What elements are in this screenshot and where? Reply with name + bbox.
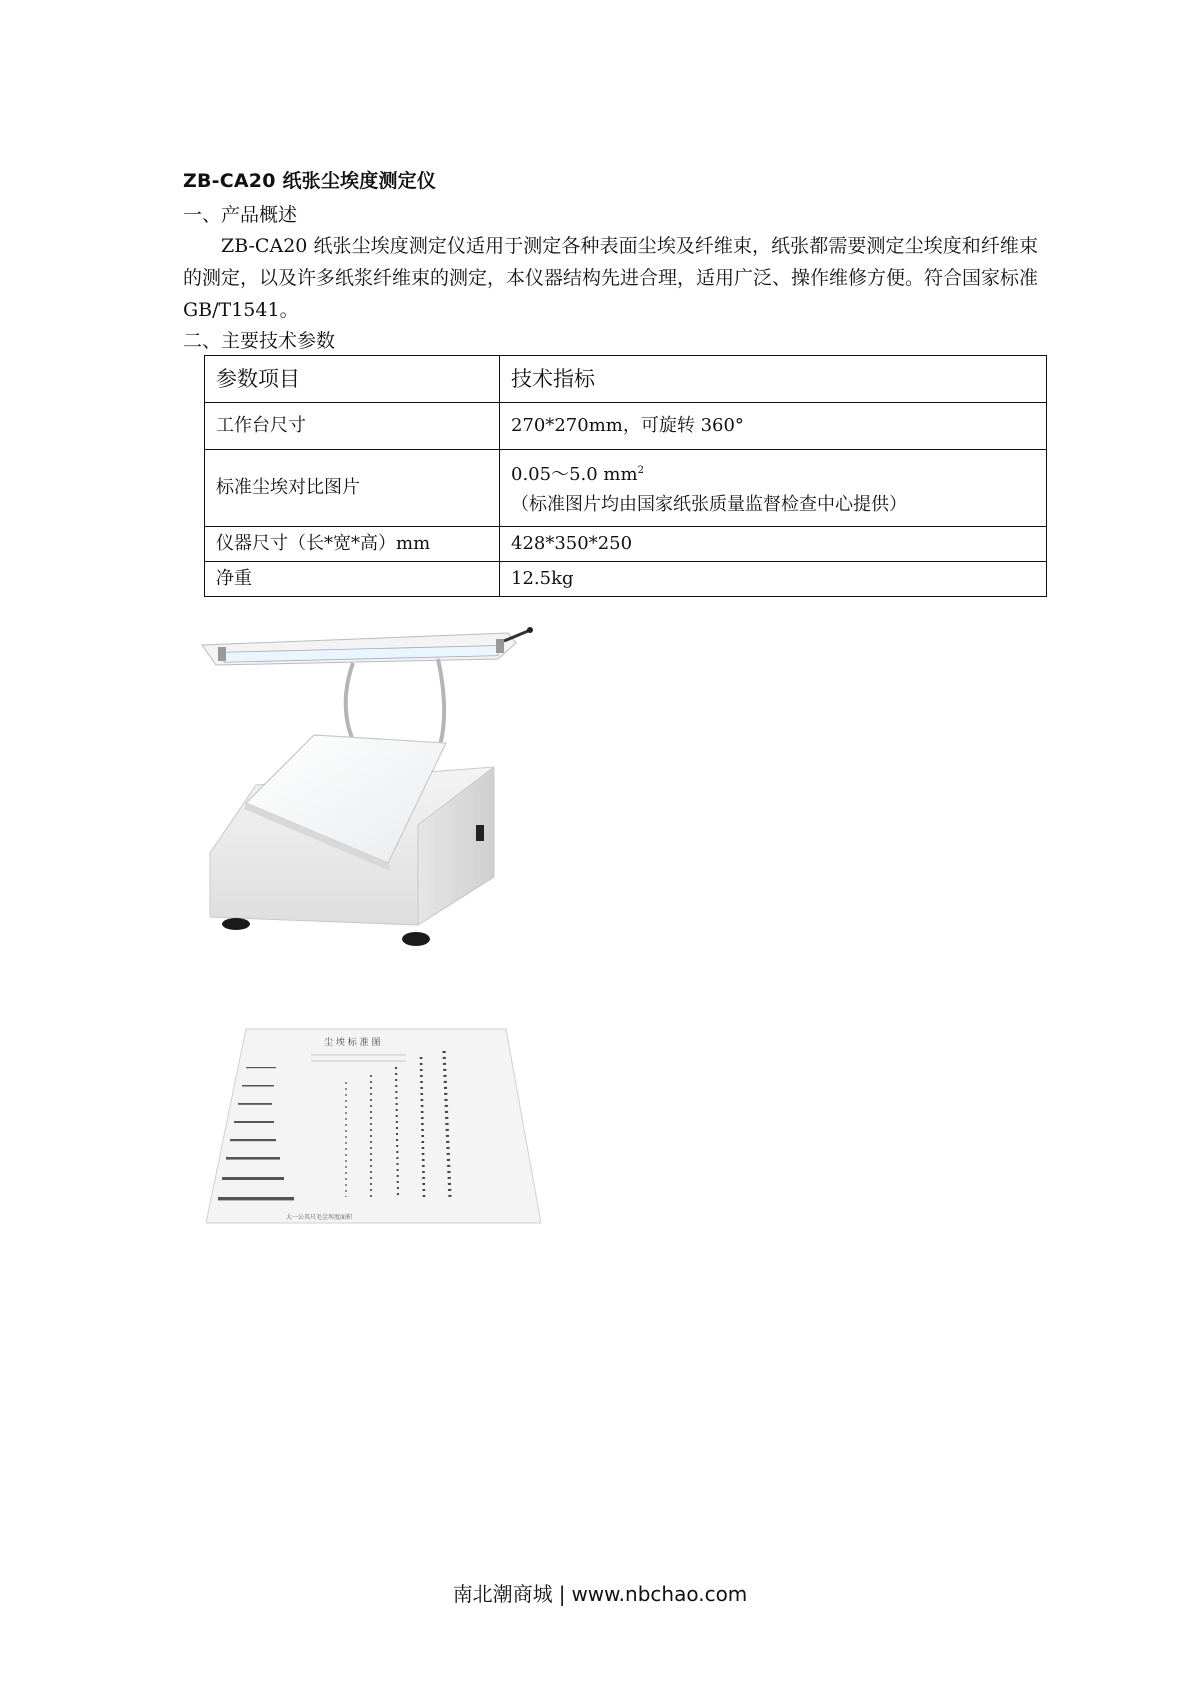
instrument-photo (198, 625, 558, 970)
spec-value-cell: 270*270mm，可旋转 360° (500, 403, 1047, 450)
spec-param-cell: 净重 (205, 562, 500, 597)
overview-paragraph: ZB-CA20 纸张尘埃度测定仪适用于测定各种表面尘埃及纤维束，纸张都需要测定尘埃度和纤维束的测定，以及许多纸浆纤维束的测定，本仪器结构先进合理，适用广泛、操作维修方便。符合国家标准 GB/T1541。 (183, 235, 1039, 321)
spec-value-note: （标准图片均由国家纸张质量监督检查中心提供） (511, 494, 907, 515)
chart-sheet-title: 尘 埃 标 准 图 (324, 1038, 381, 1048)
spec-value-cell (500, 450, 1047, 527)
spec-param-cell: 仪器尺寸（长*宽*高）mm (205, 527, 500, 562)
lamp-bar (202, 627, 533, 665)
power-switch (476, 825, 484, 841)
chart-sheet-caption: 大一公英尺毛尘埃度面积 (286, 1214, 353, 1221)
chart-sheet (206, 1029, 541, 1223)
section-heading-specs: 二、主要技术参数 (183, 330, 336, 352)
footer (0, 1578, 1200, 1607)
document-title: ZB-CA20 纸张尘埃度测定仪 (183, 170, 437, 192)
spec-header-value: 技术指标 (500, 356, 1047, 403)
table-row (205, 450, 1047, 527)
table-row (205, 527, 1047, 562)
footer-site-name: 南北潮商城 (452, 1582, 553, 1606)
spec-value-superscript: 2 (637, 465, 644, 476)
footer-url-link[interactable]: www.nbchao.com (571, 1582, 748, 1606)
footer-separator: | (558, 1582, 566, 1606)
dust-standard-chart-photo (206, 1027, 541, 1227)
spec-param-cell: 工作台尺寸 (205, 403, 500, 450)
spec-value-range: 0.05～5.0 mm (511, 464, 638, 485)
table-row (205, 403, 1047, 450)
spec-value-cell: 12.5kg (500, 562, 1047, 597)
spec-param-cell: 标准尘埃对比图片 (205, 450, 500, 527)
spec-table-header-row (205, 356, 1047, 403)
spec-header-param: 参数项目 (205, 356, 500, 403)
table-row (205, 562, 1047, 597)
spec-value-cell: 428*350*250 (500, 527, 1047, 562)
section-heading-overview: 一、产品概述 (183, 204, 298, 226)
spec-table (204, 355, 1047, 597)
